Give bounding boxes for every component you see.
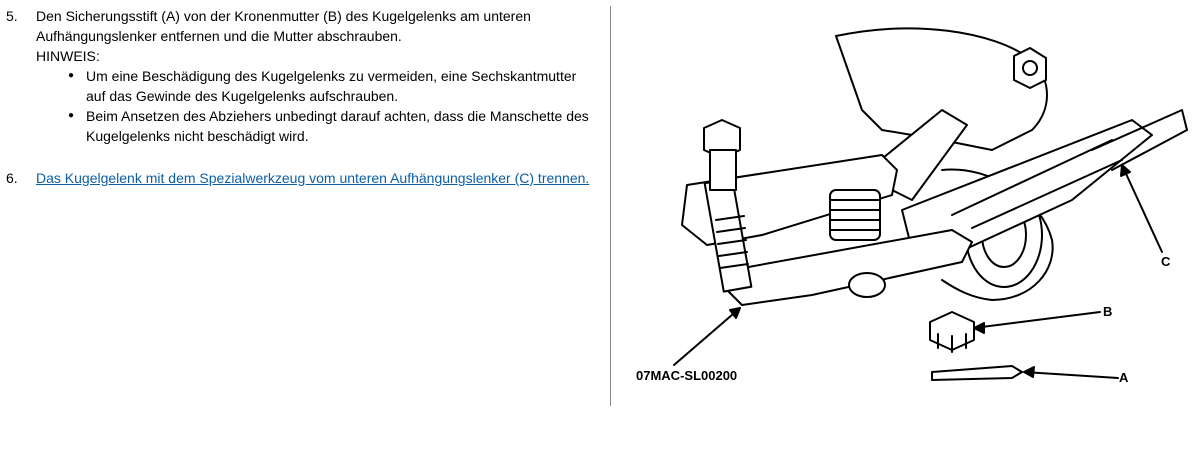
step-6-body: [36, 168, 596, 188]
bullet-icon: ●: [68, 70, 75, 81]
note-text: Um eine Beschädigung des Kugelgelenks zu vermeiden, eine Sechskantmutter auf das Gewinde des Kugelgelenks aufschrauben.: [86, 68, 577, 104]
ball-joint-stud: [830, 190, 880, 240]
note-text: Beim Ansetzen des Abziehers unbedingt darauf achten, dass die Manschette des Kugelgelenks nicht beschädigt wird.: [86, 108, 589, 144]
tool-callout-line: [674, 308, 740, 365]
step-text: Den Sicherungsstift (A) von der Kronenmutter (B) des Kugelgelenks am unteren Aufhängungslenker entfernen und die Mutter abschrauben.: [36, 8, 531, 44]
cotter-pin: [932, 366, 1022, 380]
callout-arrow-b: [974, 323, 984, 333]
puller-lower-jaw: [727, 230, 972, 305]
callout-arrow-a: [1024, 367, 1034, 377]
step-5: [6, 6, 596, 146]
callout-arrow-c: [1121, 165, 1130, 176]
ball-joint-illustration: [612, 0, 1197, 454]
note-item: [68, 106, 596, 146]
callout-label-a: A: [1119, 370, 1129, 385]
bullet-icon: ●: [68, 110, 75, 121]
callout-line-c: [1122, 165, 1162, 252]
callout-line-a: [1024, 372, 1118, 378]
bolt-shaft: [710, 150, 736, 190]
callout-label-c: C: [1161, 254, 1171, 269]
ball-joint-boot: [849, 273, 885, 297]
callout-label-b: B: [1103, 304, 1113, 319]
callout-line-b: [974, 312, 1100, 328]
step-5-body: [36, 6, 596, 146]
note-item: [68, 66, 596, 106]
note-list: [36, 66, 596, 146]
step-6: [6, 168, 596, 188]
tool-number-label: 07MAC-SL00200: [636, 368, 738, 383]
top-nut: [1014, 48, 1046, 88]
step-number: 5.: [6, 8, 18, 24]
note-heading: HINWEIS:: [36, 48, 100, 64]
column-divider: [610, 6, 611, 406]
step-number: 6.: [6, 170, 18, 186]
step-6-link[interactable]: Das Kugelgelenk mit dem Spezialwerkzeug vom unteren Aufhängungslenker (C) trennen.: [36, 170, 590, 186]
